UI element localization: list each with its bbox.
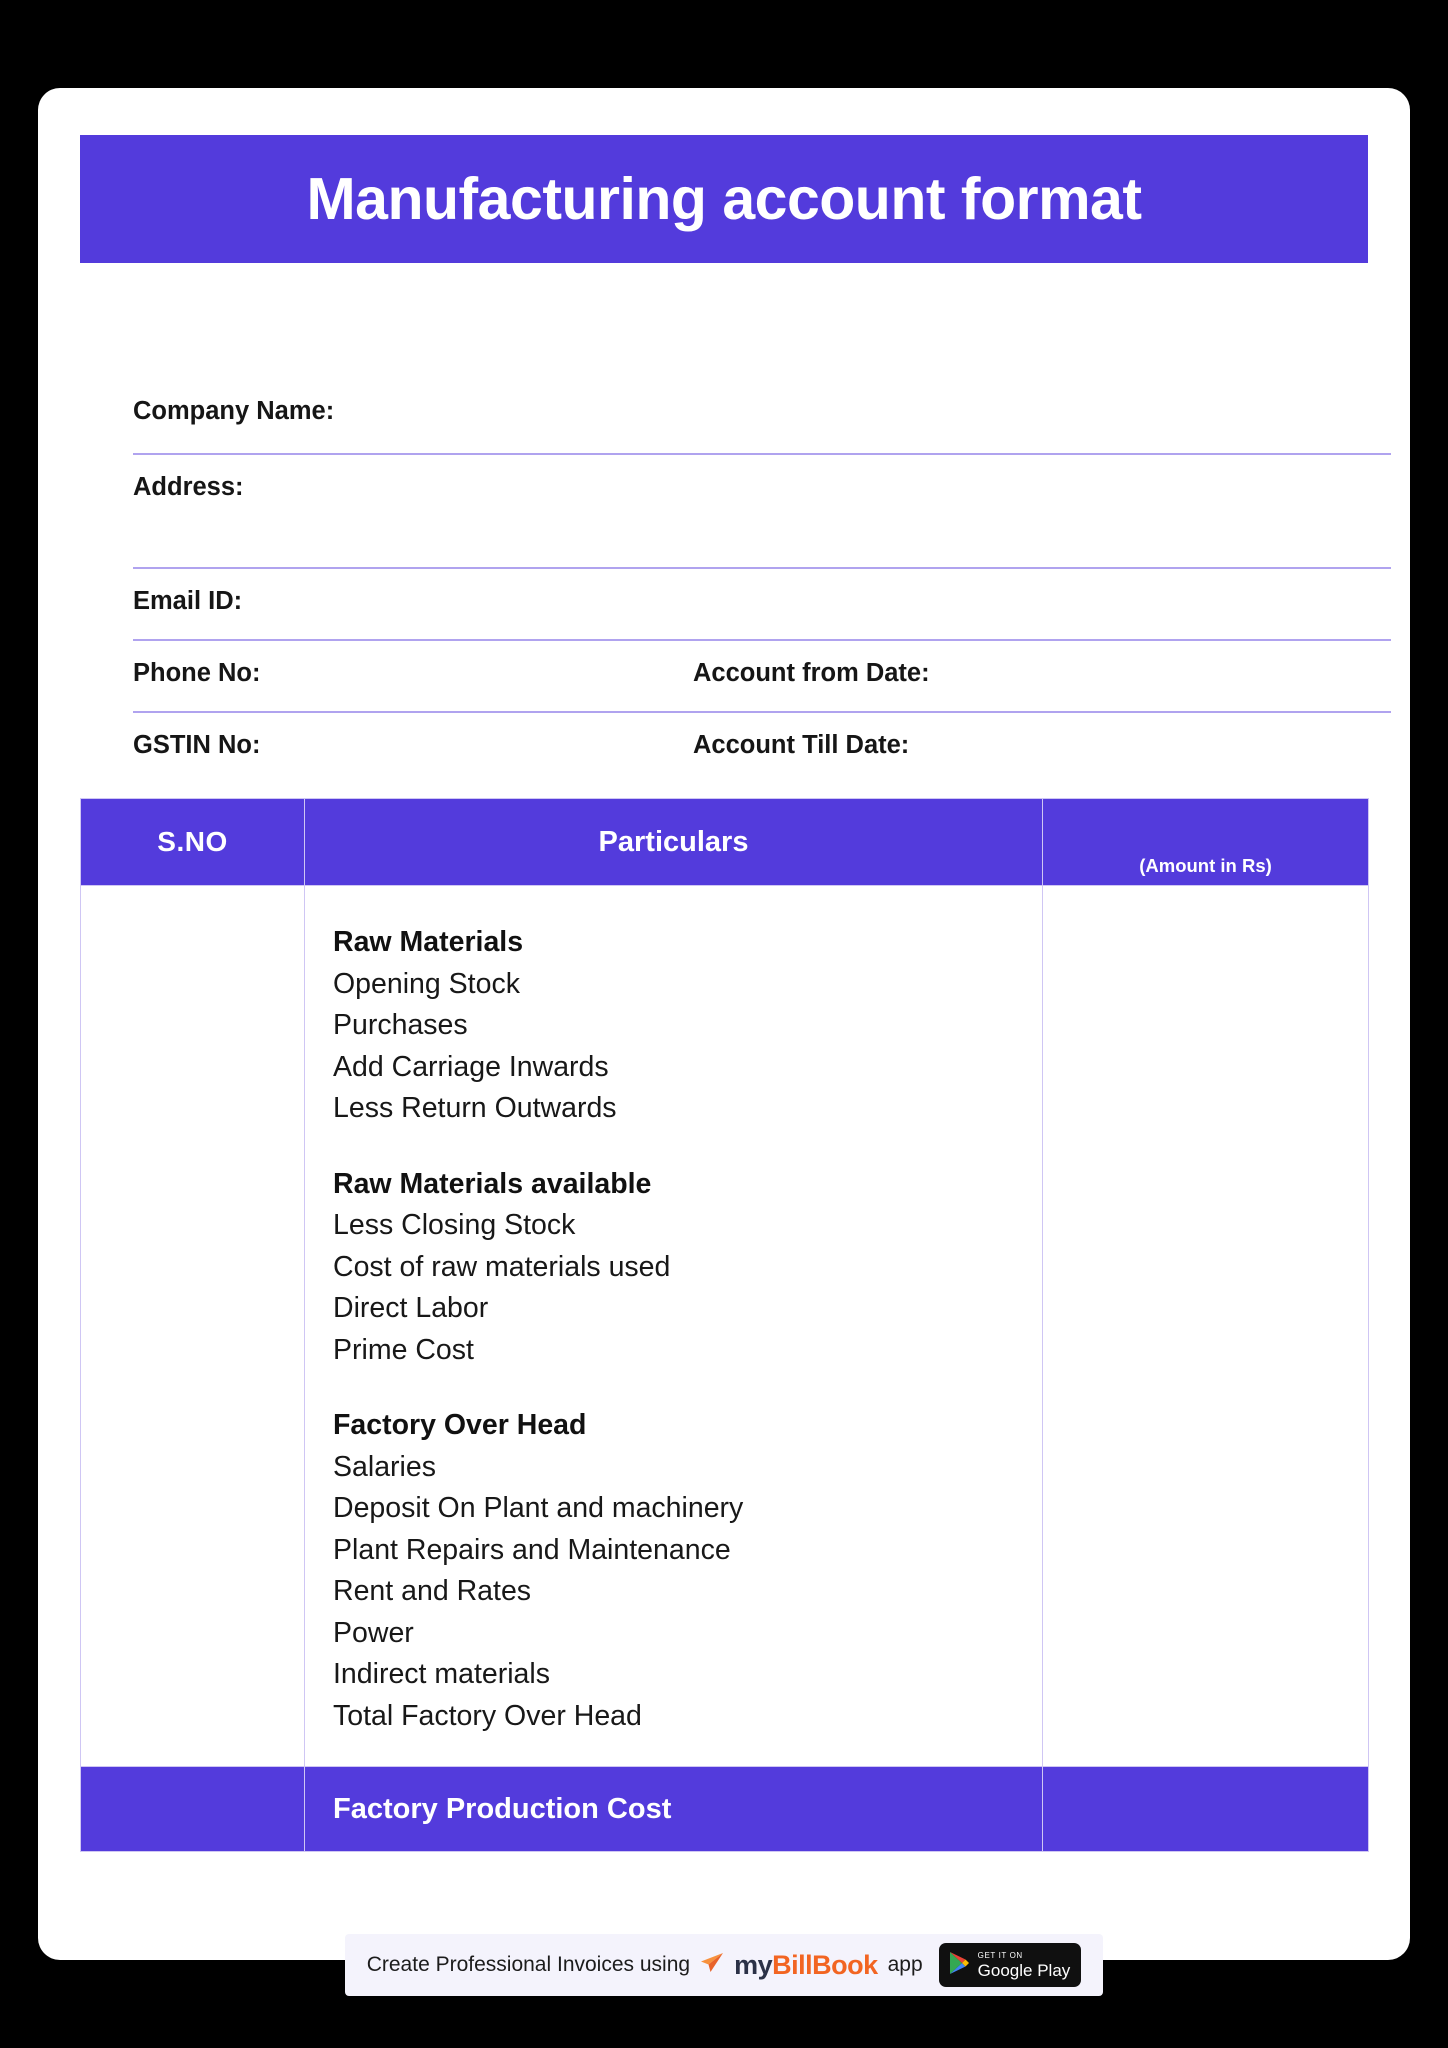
info-row-company-name — [133, 381, 1391, 455]
particulars-item: Deposit On Plant and machinery — [333, 1492, 744, 1524]
particulars-group — [333, 922, 1042, 1130]
address-cell — [133, 475, 693, 501]
column-header-particulars-label: Particulars — [598, 825, 749, 858]
manufacturing-account-table — [80, 798, 1369, 1852]
total-row — [81, 1767, 1369, 1852]
particulars-group-heading: Raw Materials available — [333, 1167, 652, 1200]
google-play-small-label: GET IT ON — [977, 1950, 1023, 1960]
email-cell — [133, 589, 693, 615]
info-row-gstin-account-till — [133, 713, 1391, 779]
particulars-group-heading: Factory Over Head — [333, 1409, 587, 1441]
company-name-label: Company Name: — [133, 397, 335, 425]
info-row-email — [133, 569, 1391, 641]
phone-cell — [133, 661, 693, 687]
particulars-item: Prime Cost — [333, 1333, 474, 1366]
phone-label: Phone No: — [133, 659, 261, 687]
table-header — [81, 799, 1369, 886]
particulars-item: Indirect materials — [333, 1658, 550, 1690]
mybillbook-logo — [734, 1950, 878, 1981]
account-from-cell — [693, 661, 1391, 687]
google-play-badge[interactable] — [939, 1943, 1082, 1987]
promo-text: Create Professional Invoices using — [366, 1953, 691, 1976]
particulars-item: Add Carriage Inwards — [333, 1050, 609, 1083]
particulars-item: Direct Labor — [333, 1292, 489, 1324]
table-body-row — [81, 886, 1369, 1767]
particulars-item: Purchases — [333, 1009, 468, 1041]
total-label-cell — [305, 1767, 1043, 1852]
account-till-cell — [693, 733, 1391, 759]
page-title: Manufacturing account format — [306, 165, 1142, 232]
total-sno-cell — [81, 1767, 305, 1852]
paper-plane-icon — [700, 1952, 724, 1979]
email-label: Email ID: — [133, 587, 243, 615]
brand-billbook-text: BillBook — [772, 1949, 878, 1980]
account-till-label: Account Till Date: — [693, 731, 910, 759]
column-header-amount-label: (Amount in Rs) — [1139, 855, 1272, 876]
table-body — [81, 886, 1369, 1852]
particulars-item: Total Factory Over Head — [333, 1699, 642, 1732]
footer — [38, 1934, 1410, 1996]
column-header-sno-label: S.NO — [157, 826, 228, 857]
particulars-list — [305, 886, 1042, 1766]
particulars-item: Salaries — [333, 1450, 436, 1483]
table-header-row — [81, 799, 1369, 886]
amount-cell[interactable] — [1043, 886, 1369, 1767]
document-title-banner — [80, 135, 1368, 263]
company-name-cell — [133, 399, 693, 425]
info-row-phone-account-from — [133, 641, 1391, 713]
particulars-item: Less Return Outwards — [333, 1092, 617, 1124]
brand-my-text: my — [734, 1949, 773, 1980]
document-sheet — [38, 88, 1410, 1980]
particulars-group — [333, 1164, 1042, 1372]
google-play-big-label: Google Play — [977, 1960, 1071, 1980]
column-header-sno — [81, 799, 305, 886]
particulars-item: Cost of raw materials used — [333, 1250, 671, 1283]
particulars-item: Plant Repairs and Maintenance — [333, 1533, 731, 1566]
particulars-cell — [305, 886, 1043, 1767]
account-from-label: Account from Date: — [693, 659, 930, 687]
particulars-group-heading: Raw Materials — [333, 926, 524, 958]
total-row-label: Factory Production Cost — [333, 1792, 672, 1825]
promo-app-word: app — [887, 1953, 923, 1976]
promo-badge — [345, 1934, 1104, 1996]
gstin-cell — [133, 733, 693, 759]
address-label: Address: — [133, 473, 244, 501]
column-header-amount — [1043, 799, 1369, 886]
particulars-item: Less Closing Stock — [333, 1209, 576, 1241]
company-info-block — [133, 381, 1391, 779]
total-amount-cell[interactable] — [1043, 1767, 1369, 1852]
google-play-text — [978, 1952, 1071, 1979]
info-row-address — [133, 455, 1391, 569]
column-header-particulars — [305, 799, 1043, 886]
gstin-label: GSTIN No: — [133, 731, 261, 759]
particulars-item: Power — [333, 1616, 414, 1649]
particulars-item: Opening Stock — [333, 967, 520, 1000]
particulars-item: Rent and Rates — [333, 1575, 532, 1607]
sno-cell[interactable] — [81, 886, 305, 1767]
google-play-icon — [948, 1951, 970, 1980]
particulars-group — [333, 1405, 1042, 1737]
